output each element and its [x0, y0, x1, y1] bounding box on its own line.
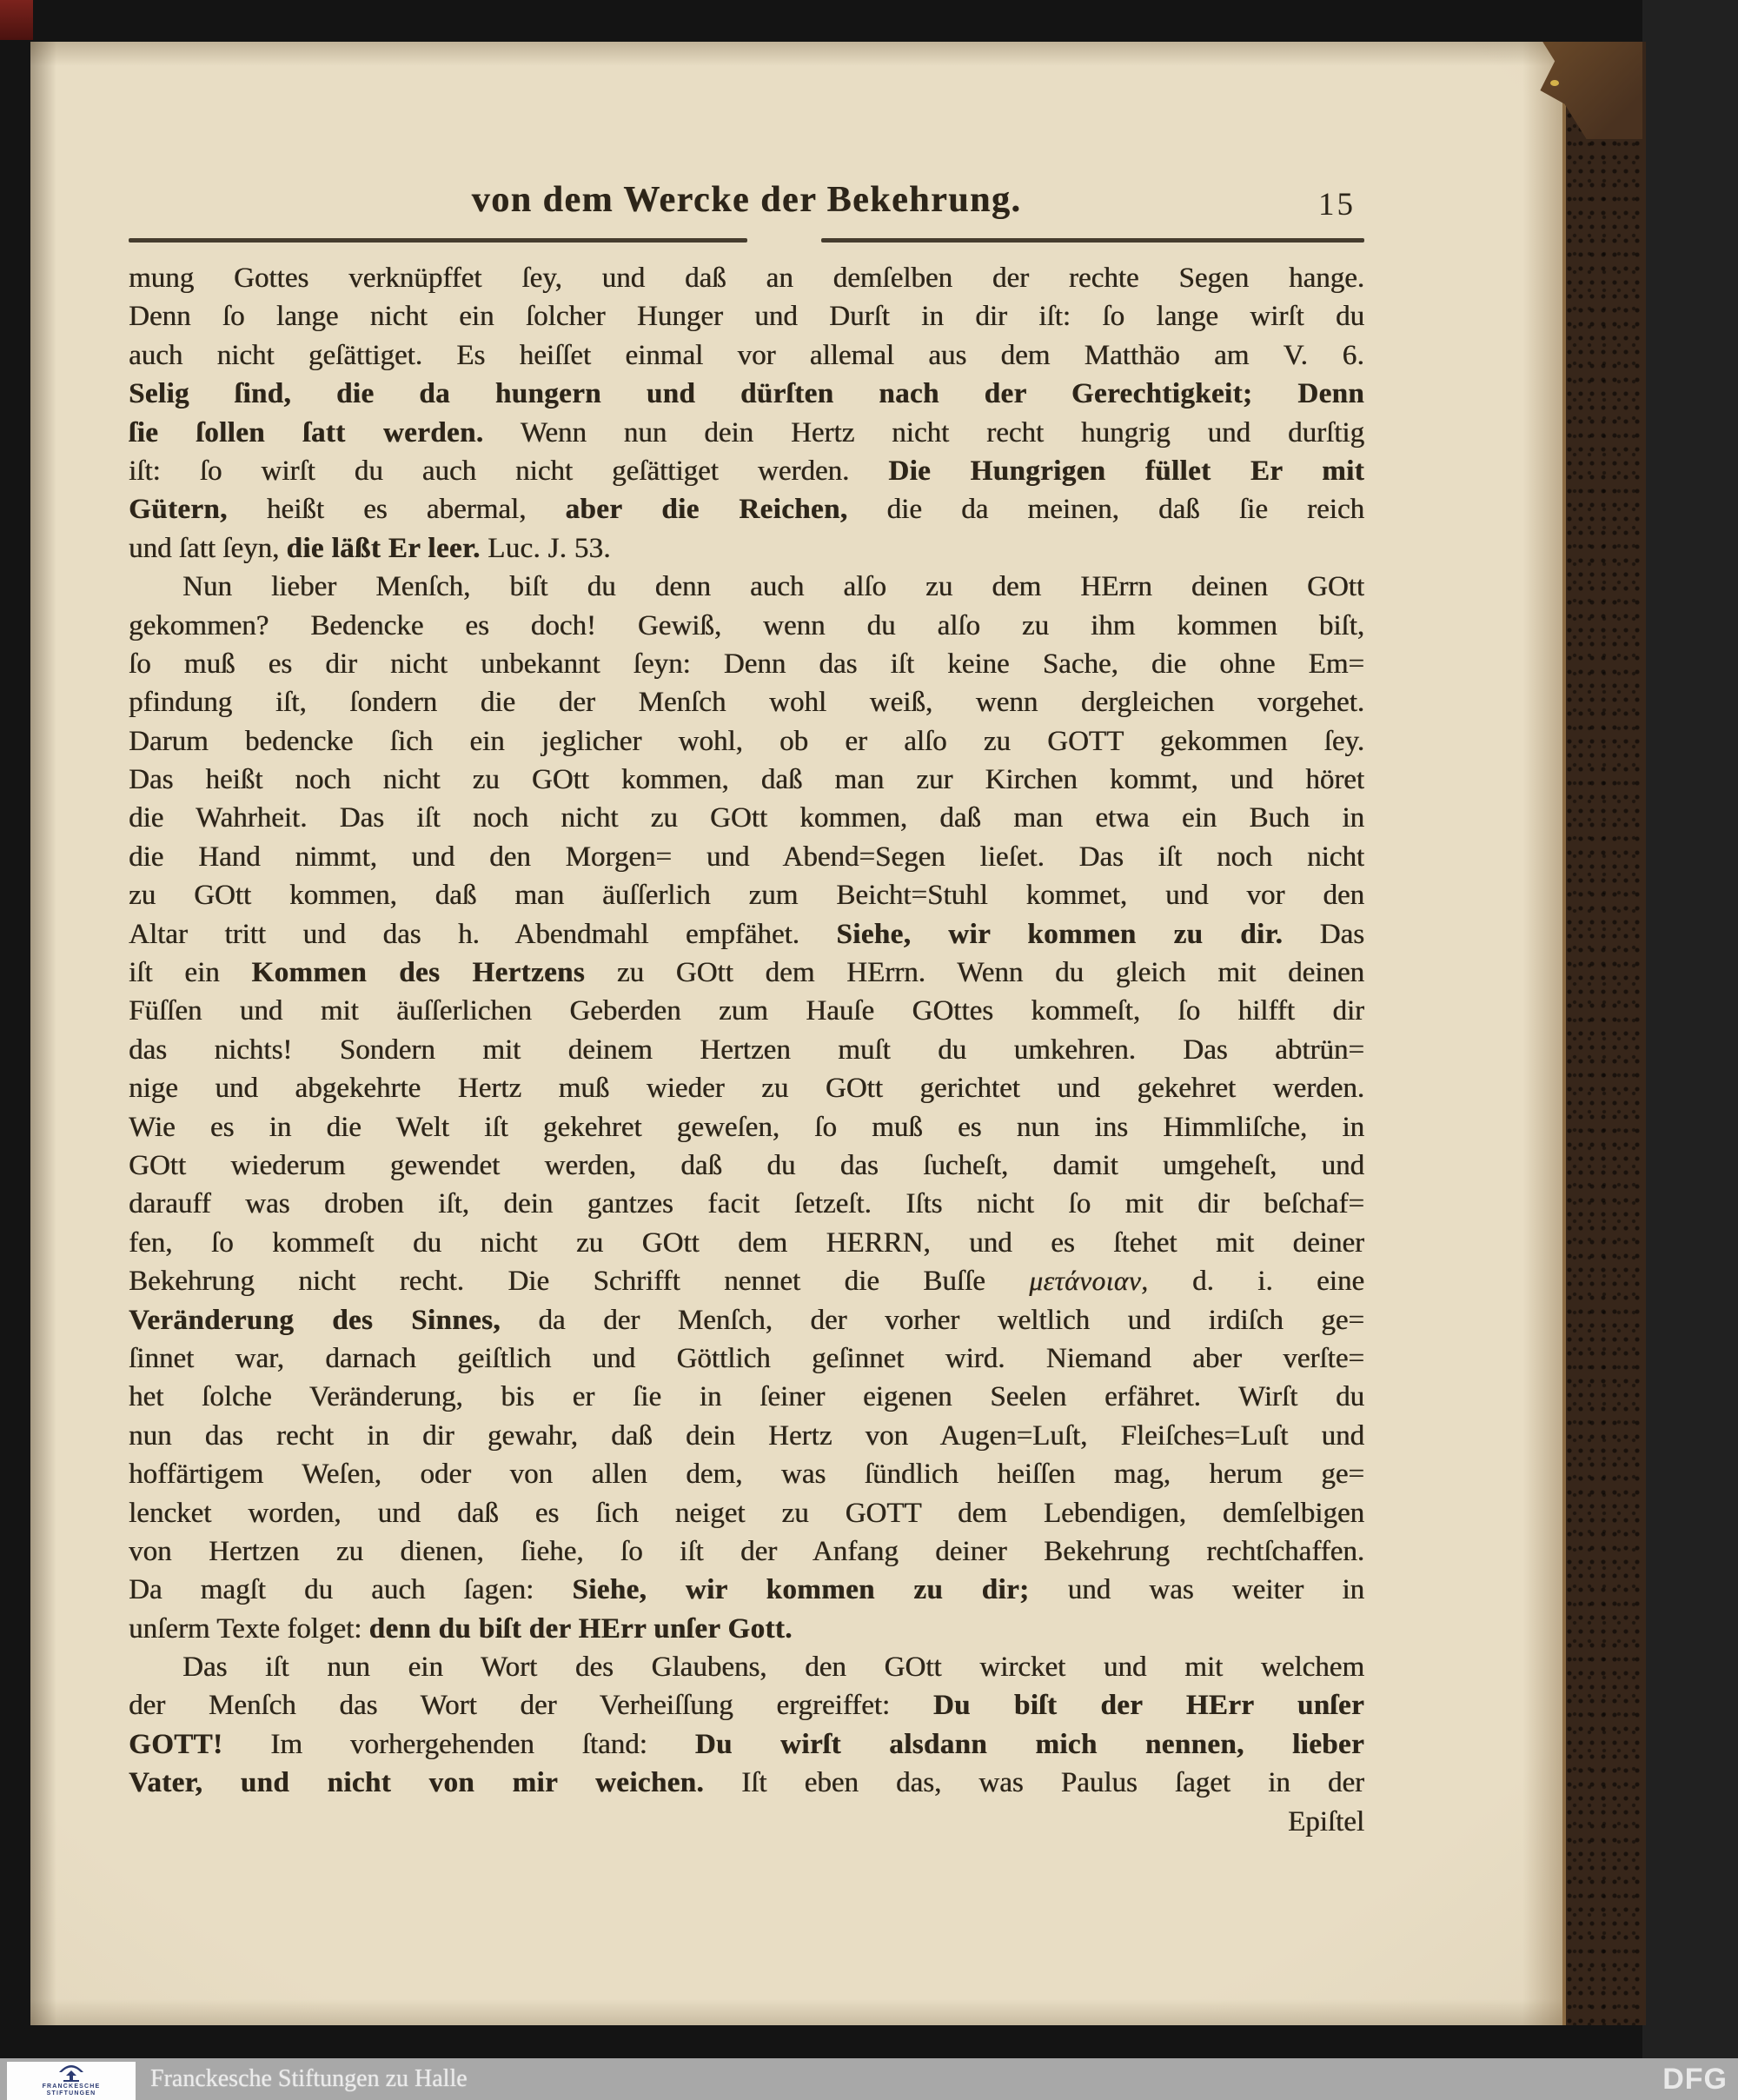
logo-caption-line2: STIFTUNGEN	[46, 2090, 96, 2097]
text-line	[129, 915, 1364, 954]
text-segment: denn du biſt der HErr unſer Gott.	[368, 1612, 793, 1645]
text-segment: Das iſt nun ein Wort des Glaubens, den GOtt wircket und mit welchem	[182, 1651, 1364, 1684]
text-segment: Das	[1283, 918, 1364, 950]
text-segment: ſo muß es dir nicht unbekannt ſeyn: Denn das iſt keine Sache, die ohne Em=	[129, 648, 1364, 680]
page-paper	[30, 42, 1562, 2025]
text-segment: zu GOtt kommen, daß man äuſſerlich zum Beicht=Stuhl kommet, und vor den	[129, 880, 1364, 912]
text-line	[129, 876, 1364, 914]
body-text	[129, 259, 1364, 1803]
text-segment: Iſt eben das, was Paulus ſaget in der	[704, 1767, 1364, 1799]
text-segment: die Hand nimmt, und den Morgen= und Abend=Segen lieſet. Das iſt noch nicht	[129, 841, 1364, 873]
stiftungen-emblem-icon	[56, 2063, 87, 2083]
text-line	[129, 1069, 1364, 1107]
text-line	[129, 1146, 1364, 1185]
text-line	[129, 607, 1364, 645]
text-segment: die da meinen, daß ſie reich	[847, 494, 1364, 526]
text-line	[129, 1686, 1364, 1725]
text-segment: von Hertzen zu dienen, ſiehe, ſo iſt der Anfang deiner Bekehrung rechtſchaffen.	[129, 1535, 1364, 1567]
text-line	[129, 568, 1364, 606]
franckesche-stiftungen-logo	[7, 2062, 136, 2100]
text-line	[129, 992, 1364, 1030]
text-segment: mung Gottes verknüpffet ſey, und daß an demſelben der rechte Segen hange.	[129, 262, 1364, 294]
text-segment: hoffärtigem Weſen, oder von allen dem, was ſündlich heiſſen mag, herum ge=	[129, 1459, 1364, 1491]
text-segment: Veränderung des Sinnes,	[129, 1304, 501, 1336]
text-segment: Darum bedencke ſich ein jeglicher wohl, ob er alſo zu GOTT gekommen ſey.	[129, 725, 1364, 757]
text-segment: Bekehrung nicht recht. Die Schrifft nennet die Buſſe	[129, 1266, 1030, 1298]
text-line	[129, 838, 1364, 876]
text-segment: Das heißt noch nicht zu GOtt kommen, daß man zur Kirchen kommt, und höret	[129, 764, 1364, 796]
text-segment: facit	[707, 1188, 760, 1220]
text-segment: das nichts! Sondern mit deinem Hertzen muſt du umkehren. Das abtrün=	[129, 1033, 1364, 1066]
text-segment: auch nicht geſättiget. Es heiſſet einmal vor allemal aus dem Matthäo am	[129, 339, 1284, 371]
text-segment: der Menſch das Wort der Verheiſſung ergreiffet:	[129, 1690, 933, 1722]
text-line	[129, 645, 1364, 683]
text-segment: het ſolche Veränderung, bis er ſie in ſeiner eigenen Seelen erfähret. Wirſt du	[129, 1381, 1364, 1413]
text-line	[129, 1648, 1364, 1686]
text-line	[129, 954, 1364, 992]
text-line	[129, 336, 1364, 375]
text-line	[129, 722, 1364, 761]
book-cover-edge	[1562, 42, 1646, 2025]
text-line	[129, 452, 1364, 490]
text-line	[129, 1301, 1364, 1339]
text-segment: Du biſt der HErr unſer	[932, 1690, 1364, 1722]
institution-label: Franckesche Stiftungen zu Halle	[150, 2065, 468, 2092]
text-line	[129, 761, 1364, 799]
text-segment: die Wahrheit. Das iſt noch nicht zu GOtt kommen, daß man etwa ein Buch in	[129, 802, 1364, 834]
text-line	[129, 1108, 1364, 1146]
scan-background-right	[1642, 0, 1738, 2100]
text-line	[129, 529, 1364, 568]
running-header	[129, 179, 1364, 221]
text-line	[129, 259, 1364, 297]
text-segment: Wie es in die Welt iſt gekehret geweſen, ſo muß es nun ins Himmliſche, in	[129, 1111, 1364, 1143]
text-segment: ſetzeſt. Iſts nicht ſo mit dir beſchaf=	[760, 1188, 1364, 1220]
text-segment: V. 6.	[1283, 339, 1364, 371]
text-segment: ſinnet war, darnach geiſtlich und Göttlich geſinnet wird. Niemand aber verſte=	[129, 1342, 1364, 1374]
text-segment: und ſatt ſeyn,	[129, 532, 287, 564]
text-line	[129, 1532, 1364, 1571]
text-segment: GOtt wiederum gewendet werden, daß du das ſucheſt, damit umgeheſt, und	[129, 1149, 1364, 1181]
header-rule-right	[821, 238, 1364, 243]
text-segment: gekommen? Bedencke es doch! Gewiß, wenn du alſo zu ihm kommen biſt,	[129, 609, 1364, 641]
text-segment: darauff was droben iſt, dein gantzes	[129, 1188, 708, 1220]
logo-caption-line1: FRANCKESCHE	[42, 2083, 101, 2090]
text-line	[129, 375, 1364, 413]
text-line	[129, 1571, 1364, 1609]
text-segment: ſie ſollen ſatt werden.	[129, 416, 484, 449]
text-segment: Selig ſind, die da hungern und dürſten nach der Gerechtigkeit; Denn	[129, 378, 1364, 410]
text-segment: Kommen des Hertzens	[251, 957, 586, 989]
text-line	[129, 414, 1364, 452]
text-segment: zu GOtt dem HErrn. Wenn du gleich mit deinen	[585, 957, 1364, 989]
text-segment: Die Hungrigen füllet Er mit	[888, 455, 1364, 487]
text-segment: nige und abgekehrte Hertz muß wieder zu GOtt gerichtet und gekehret werden.	[129, 1073, 1364, 1105]
text-segment: lencket worden, und daß es ſich neiget zu GOTT dem Lebendigen, demſelbigen	[129, 1497, 1364, 1529]
text-line	[129, 1455, 1364, 1493]
page-number: 15	[1318, 187, 1356, 223]
text-line	[129, 1725, 1364, 1764]
text-line	[129, 1262, 1364, 1300]
text-line	[129, 490, 1364, 528]
text-line	[129, 1031, 1364, 1069]
text-segment: Da magſt du auch ſagen:	[129, 1574, 573, 1606]
gold-fleck	[1550, 80, 1559, 86]
text-segment: und was weiter in	[1029, 1574, 1364, 1606]
text-line	[129, 1417, 1364, 1455]
text-segment: Wenn nun dein Hertz nicht recht hungrig und durſtig	[483, 416, 1364, 449]
text-segment: Luc. J. 53.	[480, 532, 611, 564]
text-segment: d. i. eine	[1148, 1266, 1364, 1298]
header-rule	[129, 238, 1364, 243]
text-segment: Siehe, wir kommen zu dir;	[572, 1574, 1030, 1606]
text-segment: unſerm Texte folget:	[129, 1612, 369, 1645]
text-segment: Denn ſo lange nicht ein ſolcher Hunger und Durſt in dir iſt: ſo lange wirſt du	[129, 301, 1364, 333]
text-line	[129, 297, 1364, 336]
text-segment: nun das recht in dir gewahr, daß dein Hertz von Augen=Luſt, Fleiſches=Luſt und	[129, 1419, 1364, 1452]
text-segment: aber die Reichen,	[565, 494, 848, 526]
text-segment: Nun lieber Menſch, biſt du denn auch alſo zu dem HErrn deinen GOtt	[182, 571, 1364, 603]
text-segment: GOTT!	[129, 1728, 223, 1760]
text-segment: Altar tritt und das h. Abendmahl empfähet.	[129, 918, 837, 950]
red-spine-sliver	[0, 0, 33, 40]
text-line	[129, 1224, 1364, 1262]
text-line	[129, 1185, 1364, 1223]
text-segment: μετάνοιαν,	[1029, 1266, 1149, 1297]
text-segment: die läßt Er leer.	[286, 532, 481, 564]
text-segment: iſt: ſo wirſt du auch nicht geſättiget werden.	[129, 455, 889, 487]
text-segment: fen, ſo kommeſt du nicht zu GOtt dem HERRN, und es ſtehet mit deiner	[129, 1226, 1364, 1259]
text-segment: Füſſen und mit äuſſerlichen Geberden zum Hauſe GOttes kommeſt, ſo hilfft dir	[129, 995, 1364, 1027]
text-line	[129, 683, 1364, 721]
text-line	[129, 1339, 1364, 1378]
text-segment: Siehe, wir kommen zu dir.	[836, 918, 1284, 950]
text-segment: Im vorhergehenden ſtand:	[222, 1728, 695, 1760]
text-segment: iſt ein	[129, 957, 252, 989]
text-segment: Vater, und nicht von mir weichen.	[129, 1767, 705, 1799]
logo-caption	[43, 2083, 101, 2097]
text-segment: heißt es abermal,	[227, 494, 566, 526]
dfg-logo: DFG	[1662, 2063, 1728, 2096]
text-line	[129, 799, 1364, 837]
header-rule-left	[129, 238, 747, 243]
text-line	[129, 1494, 1364, 1532]
text-line	[129, 1378, 1364, 1416]
catchword: Epiſtel	[1288, 1806, 1364, 1838]
text-line	[129, 1610, 1364, 1648]
text-segment: Gütern,	[129, 494, 228, 526]
text-segment: Du wirſt alsdann mich nennen, lieber	[694, 1728, 1364, 1760]
text-line	[129, 1764, 1364, 1802]
page-title: von dem Wercke der Bekehrung.	[471, 180, 1022, 220]
text-segment: da der Menſch, der vorher weltlich und irdiſch ge=	[500, 1304, 1364, 1336]
viewer-footer-bar	[0, 2058, 1738, 2100]
text-segment: pfindung iſt, ſondern die der Menſch wohl weiß, wenn dergleichen vorgehet.	[129, 687, 1364, 719]
